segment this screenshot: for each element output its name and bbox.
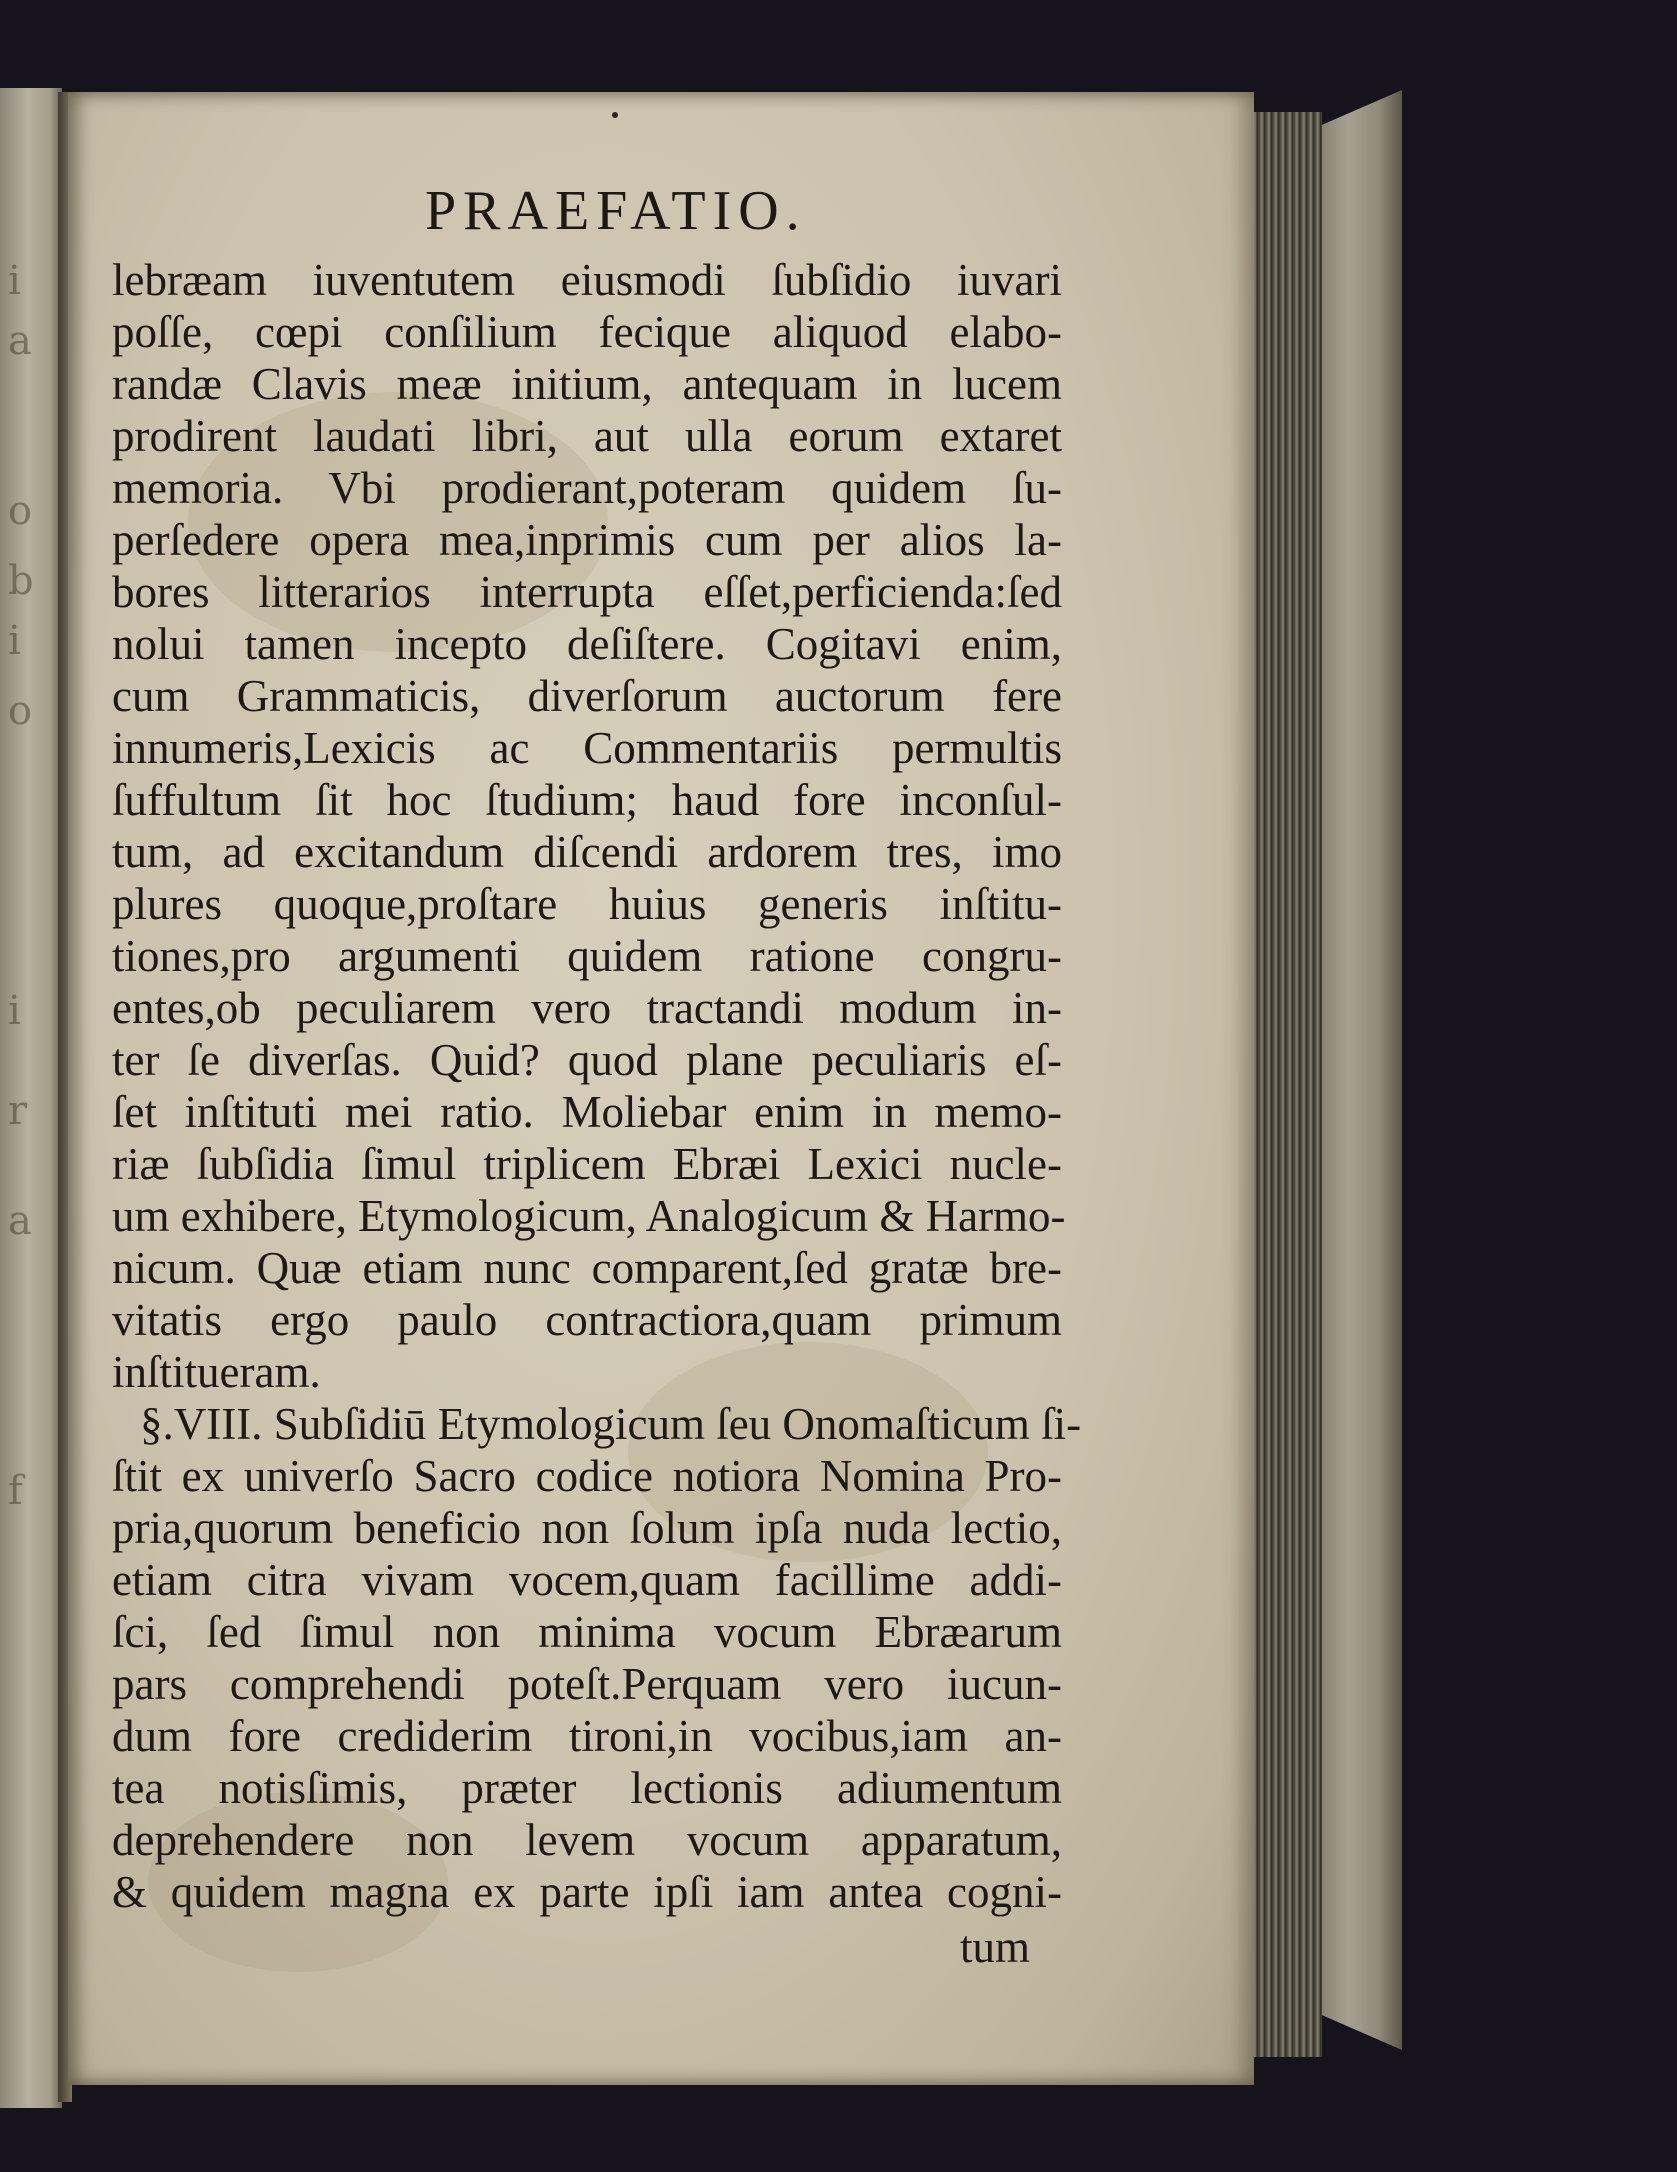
text-line: poſſe, cœpi conſilium fecique aliquod elabo- [112, 307, 1062, 357]
text-line: ſtit ex univerſo Sacro codice notiora Nomina Pro- [112, 1451, 1062, 1501]
facing-page-letter: o [8, 688, 33, 734]
facing-page-letter: i [8, 618, 21, 664]
text-line: bores litterarios interrupta eſſet,perficienda:ſed [112, 567, 1062, 617]
page-heading: PRAEFATIO. [425, 180, 807, 242]
facing-page-letter: r [8, 1088, 28, 1134]
ink-speck [612, 112, 618, 118]
text-line: ſuffultum ſit hoc ſtudium; haud fore inconſul- [112, 775, 1062, 825]
text-line: randæ Clavis meæ initium, antequam in lucem [112, 359, 1062, 409]
facing-page-letter: f [8, 1468, 23, 1514]
text-line: deprehendere non levem vocum apparatum, [112, 1815, 1062, 1865]
text-line: nicum. Quæ etiam nunc comparent,ſed gratæ bre- [112, 1243, 1062, 1293]
text-line: riæ ſubſidia ſimul triplicem Ebræi Lexici nucle- [112, 1139, 1062, 1189]
text-line: memoria. Vbi prodierant,poteram quidem ſu- [112, 463, 1062, 513]
text-line: lebræam iuventutem eiusmodi ſubſidio iuvari [112, 255, 1062, 305]
text-line: tiones,pro argumenti quidem ratione congru- [112, 931, 1062, 981]
facing-page-letter: o [8, 488, 33, 534]
facing-page-letter: a [8, 318, 32, 364]
text-line: cum Grammaticis, diverſorum auctorum fere [112, 671, 1062, 721]
section-start-line: §.VIII. Subſidiū Etymologicum ſeu Onomaſticum ſi- [140, 1399, 1082, 1449]
text-line: plures quoque,proſtare huius generis inſtitu- [112, 879, 1062, 929]
text-line: etiam citra vivam vocem,quam facillime addi- [112, 1555, 1062, 1605]
text-line: um exhibere, Etymologicum, Analogicum & Harmo- [112, 1191, 1066, 1241]
text-line: perſedere opera mea,inprimis cum per alios la- [112, 515, 1062, 565]
text-line: ſet inſtituti mei ratio. Moliebar enim in memo- [112, 1087, 1062, 1137]
facing-page-letter: b [8, 558, 34, 604]
catchword: tum [960, 1922, 1031, 1972]
text-line: ter ſe diverſas. Quid? quod plane peculiaris eſ- [112, 1035, 1062, 1085]
text-line: innumeris,Lexicis ac Commentariis permultis [112, 723, 1062, 773]
text-line: & quidem magna ex parte ipſi iam antea cogni- [112, 1867, 1062, 1917]
text-line: dum fore crediderim tironi,in vocibus,iam an- [112, 1711, 1062, 1761]
text-line: pars comprehendi poteſt.Perquam vero iucun- [112, 1659, 1062, 1709]
facing-page-letter: i [8, 988, 21, 1034]
facing-page-letter: i [8, 258, 21, 304]
text-line: prodirent laudati libri, aut ulla eorum extaret [112, 411, 1062, 461]
text-line: tum, ad excitandum diſcendi ardorem tres, imo [112, 827, 1062, 877]
text-line: ſci, ſed ſimul non minima vocum Ebræarum [112, 1607, 1062, 1657]
text-line: nolui tamen incepto deſiſtere. Cogitavi enim, [112, 619, 1062, 669]
facing-page-letter: a [8, 1198, 32, 1244]
text-line: inſtitueram. [112, 1347, 321, 1397]
text-line: vitatis ergo paulo contractiora,quam primum [112, 1295, 1062, 1345]
page-block-edges [1250, 112, 1322, 2057]
facing-page-edge [0, 88, 62, 2108]
text-line: pria,quorum beneficio non ſolum ipſa nuda lectio, [112, 1503, 1062, 1553]
book-cover-edge [1312, 90, 1402, 2050]
text-line: entes,ob peculiarem vero tractandi modum in- [112, 983, 1062, 1033]
text-line: tea notisſimis, præter lectionis adiumentum [112, 1763, 1062, 1813]
